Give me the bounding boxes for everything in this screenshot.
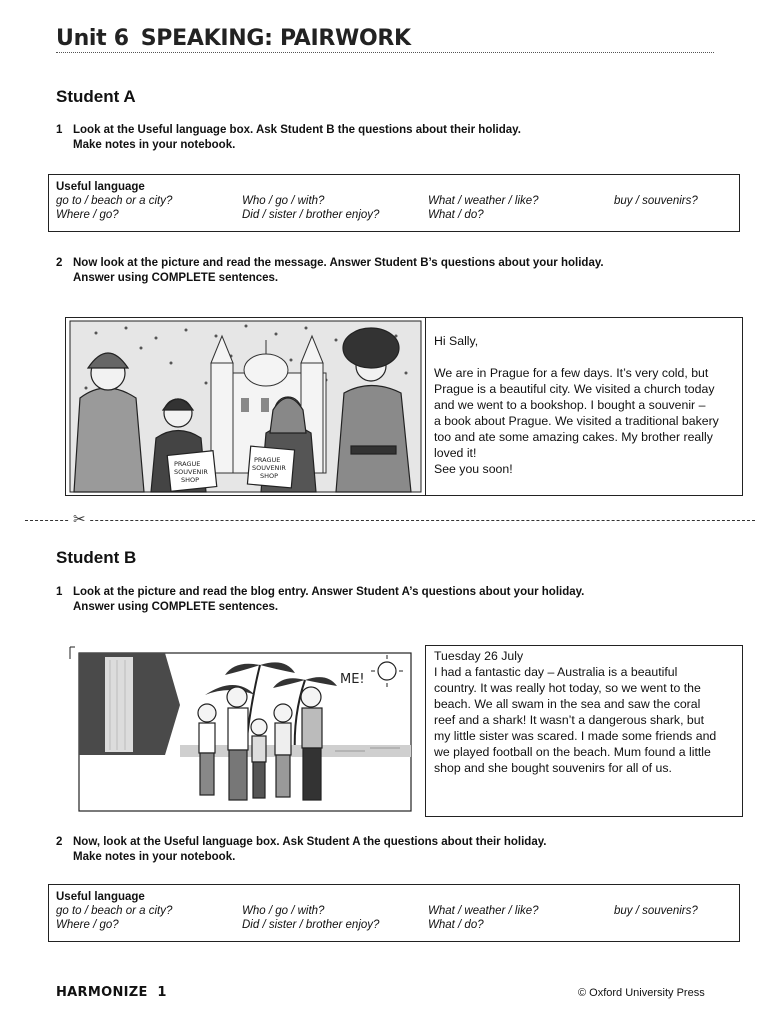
message-line: and we went to a bookshop. I bought a souvenir –	[434, 398, 706, 412]
sign-text: SOUVENIR	[174, 468, 208, 476]
student-a-task-1	[56, 123, 521, 153]
student-b-task-1	[56, 585, 584, 615]
blog-line: we played football on the beach. Mum found a little	[434, 745, 711, 759]
task-text: Make notes in your notebook.	[73, 139, 236, 151]
task-number: 2	[56, 257, 63, 269]
phrase: What / do?	[428, 919, 484, 931]
phrase	[614, 208, 734, 222]
task-text: Look at the Useful language box. Ask Student B the questions about their holiday.	[73, 124, 521, 136]
blog-line: reef and a shark! It wasn’t a dangerous shark, but	[434, 713, 705, 727]
blog-line: beach. We all swam in the sea and saw the coral	[434, 697, 701, 711]
student-b-task-2	[56, 835, 546, 865]
message-line: We are in Prague for a few days. It’s very cold, but	[434, 366, 709, 380]
task-number: 1	[56, 124, 63, 136]
message-line: a book about Prague. We visited a traditional bakery	[434, 414, 719, 428]
student-a-task-2	[56, 256, 604, 286]
prague-family-illustration	[66, 318, 425, 495]
scissors-icon: ✂	[70, 510, 89, 528]
student-b-heading: Student B	[56, 548, 137, 567]
sign-text: SHOP	[181, 476, 200, 484]
phrase: buy / souvenirs?	[614, 195, 698, 207]
cut-line	[25, 520, 755, 521]
speech-text: ME!	[340, 672, 365, 687]
phrase: Who / go / with?	[242, 195, 325, 207]
title-divider	[56, 52, 714, 53]
sign-text: PRAGUE	[254, 456, 281, 464]
blog-date: Tuesday 26 July	[434, 649, 524, 663]
useful-language-box-b	[48, 884, 740, 942]
useful-language-heading: Useful language	[56, 891, 145, 903]
sign-text: SOUVENIR	[252, 464, 286, 472]
useful-language-heading: Useful language	[56, 181, 145, 193]
page-title	[56, 26, 411, 51]
phrase: What / weather / like?	[428, 195, 539, 207]
phrase: What / do?	[428, 209, 484, 221]
australia-family-illustration	[65, 645, 425, 820]
message-line: loved it!	[434, 446, 477, 460]
title-text: SPEAKING: PAIRWORK	[140, 26, 411, 51]
task-number: 2	[56, 836, 63, 848]
message-line: too and ate some amazing cakes. My brother really	[434, 430, 713, 444]
blog-line: my little sister was scared. I made some friends and	[434, 729, 717, 743]
blog-entry	[425, 645, 743, 817]
task-text: Now, look at the Useful language box. Ask Student A the questions about their holiday.	[73, 836, 547, 848]
phrase	[614, 918, 734, 932]
blog-line: shop and she bought souvenirs for all of us.	[434, 761, 672, 775]
task-text: Now look at the picture and read the message. Answer Student B’s questions about your holiday.	[73, 257, 604, 269]
australia-picture-frame	[65, 645, 425, 820]
phrase: Did / sister / brother enjoy?	[242, 209, 380, 221]
task-text: Answer using COMPLETE sentences.	[73, 272, 279, 284]
phrase: buy / souvenirs?	[614, 905, 698, 917]
message-line: See you soon!	[434, 462, 513, 476]
phrase: What / weather / like?	[428, 905, 539, 917]
blog-line: country. It was really hot today, so we went to the	[434, 681, 701, 695]
phrase: Who / go / with?	[242, 905, 325, 917]
phrase: go to / beach or a city?	[56, 195, 173, 207]
message-greeting: Hi Sally,	[434, 334, 479, 348]
prague-picture-frame	[65, 317, 426, 496]
phrase: Where / go?	[56, 919, 119, 931]
task-text: Answer using COMPLETE sentences.	[73, 601, 279, 613]
phrase: Did / sister / brother enjoy?	[242, 919, 380, 931]
phrase: Where / go?	[56, 209, 119, 221]
sign-text: SHOP	[260, 472, 279, 480]
useful-language-box-a	[48, 174, 740, 232]
prague-message	[425, 317, 743, 496]
brand-logo: HARMONIZE 1	[56, 985, 167, 1000]
unit-label: Unit 6	[56, 26, 129, 51]
task-text: Make notes in your notebook.	[73, 851, 236, 863]
phrase: go to / beach or a city?	[56, 905, 173, 917]
task-text: Look at the picture and read the blog entry. Answer Student A’s questions about your holiday.	[73, 586, 585, 598]
copyright: © Oxford University Press	[578, 987, 705, 999]
student-a-heading: Student A	[56, 87, 136, 106]
blog-line: I had a fantastic day – Australia is a beautiful	[434, 665, 678, 679]
sign-text: PRAGUE	[174, 460, 201, 468]
task-number: 1	[56, 586, 63, 598]
message-line: Prague is a beautiful city. We visited a church today	[434, 382, 715, 396]
